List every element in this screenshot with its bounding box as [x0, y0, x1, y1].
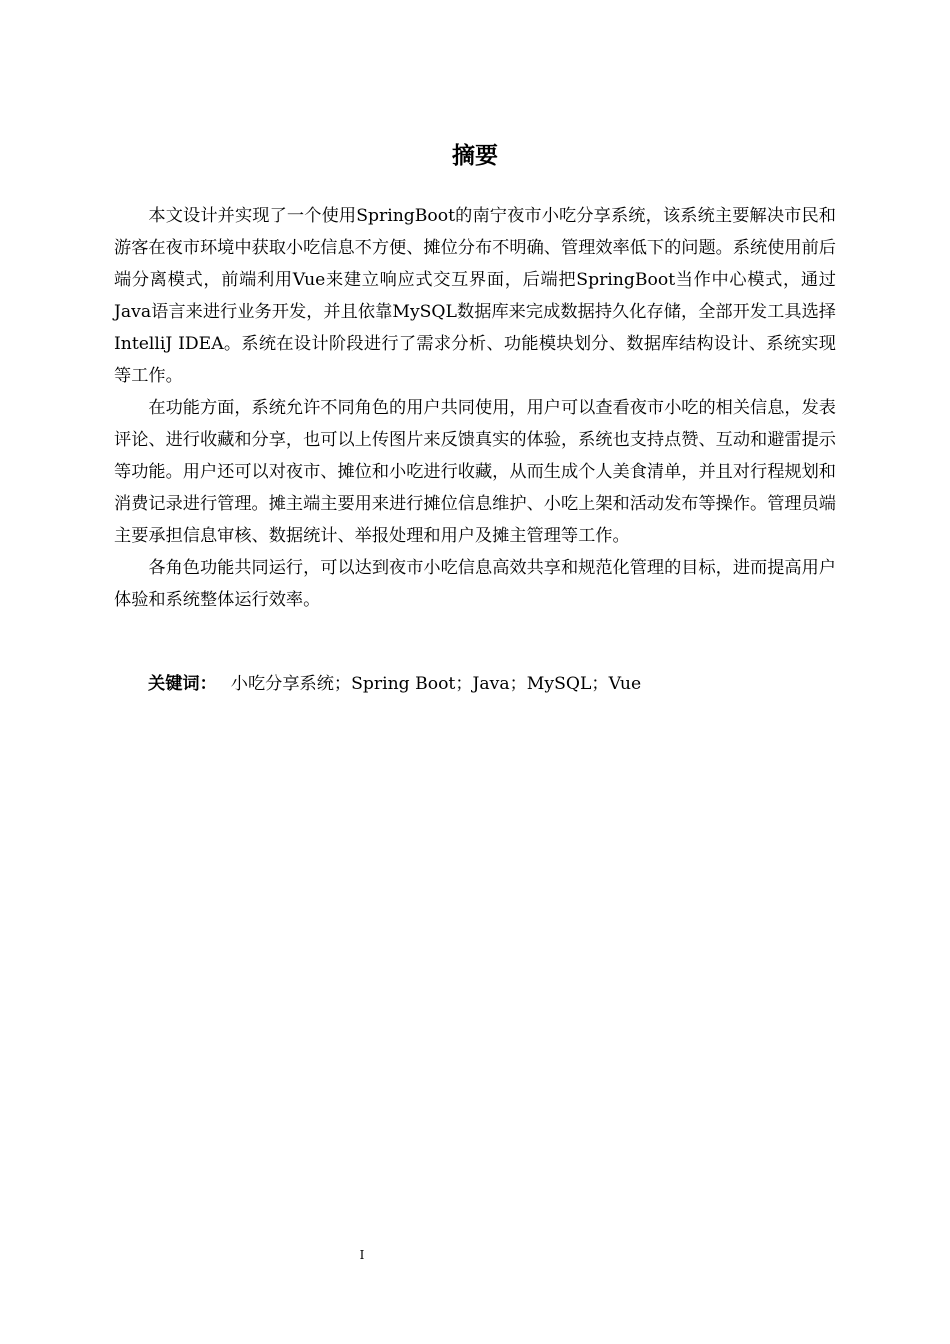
page-number: I: [359, 1248, 365, 1262]
abstract-paragraph-3: 各角色功能共同运行，可以达到夜市小吃信息高效共享和规范化管理的目标，进而提高用户体验和系统整体运行效率。: [114, 558, 836, 610]
keywords-label: 关键词：: [148, 674, 217, 694]
abstract-paragraph-1: 本文设计并实现了一个使用SpringBoot的南宁夜市小吃分享系统，该系统主要解决市民和游客在夜市环境中获取小吃信息不方便、摊位分布不明确、管理效率低下的问题。系统使用前后端分离模式，前端利用Vue来建立响应式交互界面，后端把SpringBoot当作中心模式，通过Java语言来进行业务开发，并且依靠MySQL数据库来完成数据持久化存储，全部开发工具选择IntelliJ IDEA。系统在设计阶段进行了需求分析、功能模块划分、数据库结构设计、系统实现等工作。: [114, 206, 836, 386]
abstract-paragraph-2: 在功能方面，系统允许不同角色的用户共同使用，用户可以查看夜市小吃的相关信息，发表评论、进行收藏和分享，也可以上传图片来反馈真实的体验，系统也支持点赞、互动和避雷提示等功能。用户还可以对夜市、摊位和小吃进行收藏，从而生成个人美食清单，并且对行程规划和消费记录进行管理。摊主端主要用来进行摊位信息维护、小吃上架和活动发布等操作。管理员端主要承担信息审核、数据统计、举报处理和用户及摊主管理等工作。: [114, 398, 836, 546]
abstract-title: 摘要: [452, 143, 498, 169]
keywords-text: 小吃分享系统；Spring Boot；Java；MySQL；Vue: [230, 674, 642, 694]
keywords-line: [148, 668, 848, 700]
abstract-body: [114, 200, 836, 616]
